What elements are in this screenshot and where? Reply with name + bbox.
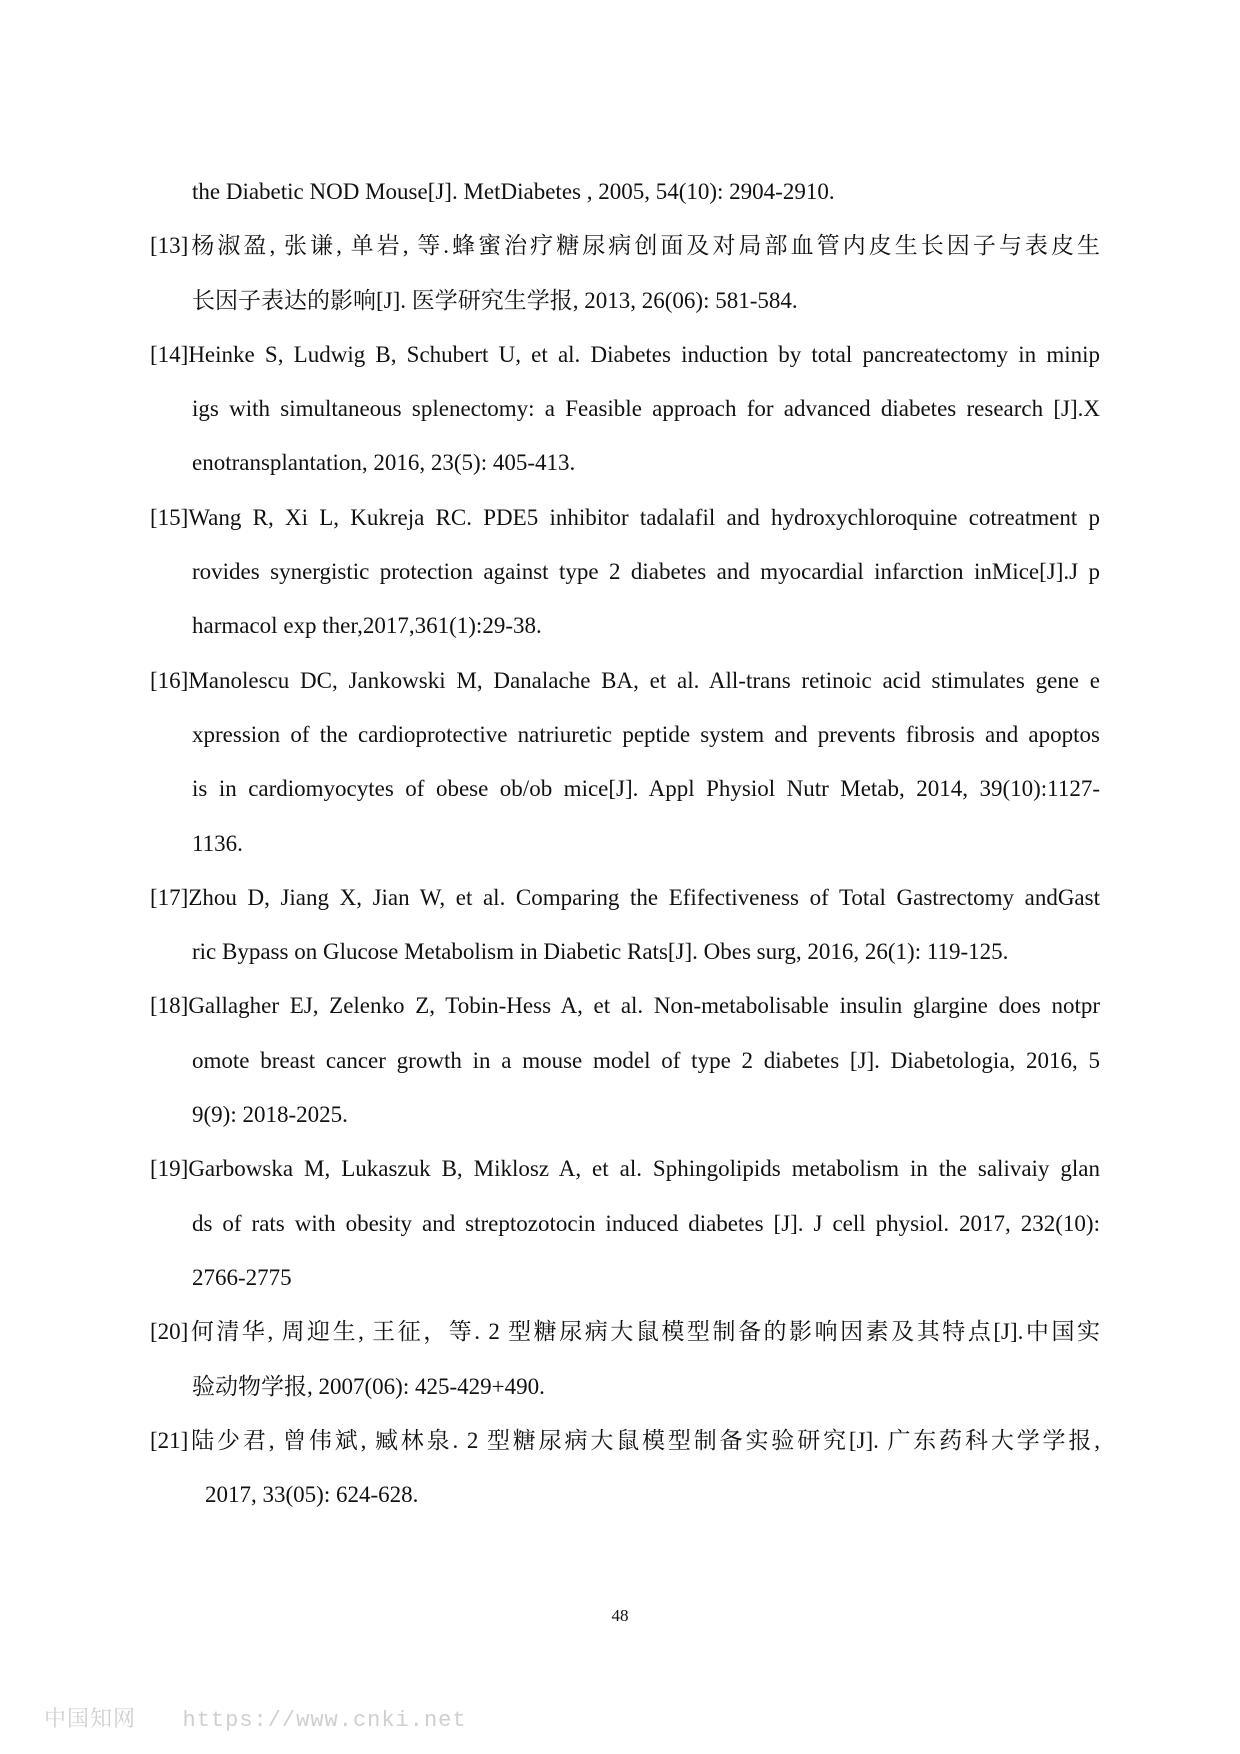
reference-line: rovides synergistic protection against type 2 diabetes and myocardial infarction inMice[J].J p xyxy=(192,559,1100,585)
reference-line: xpression of the cardioprotective natriuretic peptide system and prevents fibrosis and apoptos xyxy=(192,721,1100,747)
reference-line: enotransplantation, 2016, 23(5): 405-413. xyxy=(192,450,576,476)
reference-line: [18]Gallagher EJ, Zelenko Z, Tobin-Hess A, et al. Non-metabolisable insulin glargine does notpr xyxy=(150,993,1100,1019)
reference-line: igs with simultaneous splenectomy: a Feasible approach for advanced diabetes research [J].X xyxy=(192,396,1100,422)
reference-line: 1136. xyxy=(192,830,243,856)
reference-line: [19]Garbowska M, Lukaszuk B, Miklosz A, et al. Sphingolipids metabolism in the salivaiy glan xyxy=(150,1156,1100,1182)
reference-line: harmacol exp ther,2017,361(1):29-38. xyxy=(192,613,542,639)
reference-line: omote breast cancer growth in a mouse model of type 2 diabetes [J]. Diabetologia, 2016, 5 xyxy=(192,1047,1100,1073)
page-number: 48 xyxy=(611,1606,629,1625)
cnki-watermark xyxy=(44,1702,467,1733)
watermark-name: 中国知网 xyxy=(44,1707,137,1732)
reference-line: [15]Wang R, Xi L, Kukreja RC. PDE5 inhibitor tadalafil and hydroxychloroquine cotreatment p xyxy=(150,504,1100,530)
reference-line: 2766-2775 xyxy=(192,1264,292,1290)
reference-line: 9(9): 2018-2025. xyxy=(192,1102,348,1128)
reference-line: ric Bypass on Glucose Metabolism in Diabetic Rats[J]. Obes surg, 2016, 26(1): 119-125. xyxy=(192,939,1009,965)
reference-line: [21]陆少君, 曾伟斌, 臧林泉. 2 型糖尿病大鼠模型制备实验研究[J]. 广东药科大学学报, xyxy=(150,1427,1100,1453)
reference-line: 2017, 33(05): 624-628. xyxy=(205,1482,419,1508)
reference-line: [14]Heinke S, Ludwig B, Schubert U, et al. Diabetes induction by total pancreatectomy in minip xyxy=(150,341,1100,367)
reference-line: the Diabetic NOD Mouse[J]. MetDiabetes , 2005, 54(10): 2904-2910. xyxy=(192,179,835,204)
watermark-url: https://www.cnki.net xyxy=(182,1708,467,1733)
reference-line: 验动物学报, 2007(06): 425-429+490. xyxy=(192,1373,545,1399)
reference-line: [20]何清华, 周迎生, 王征，等. 2 型糖尿病大鼠模型制备的影响因素及其特点[J].中国实 xyxy=(150,1319,1100,1345)
reference-line: 长因子表达的影响[J]. 医学研究生学报, 2013, 26(06): 581-584. xyxy=(192,287,798,313)
reference-line: ds of rats with obesity and streptozotocin induced diabetes [J]. J cell physiol. 2017, 232(10): xyxy=(192,1210,1100,1236)
reference-line: [17]Zhou D, Jiang X, Jian W, et al. Comparing the Efifectiveness of Total Gastrectomy andGast xyxy=(150,884,1100,910)
reference-list xyxy=(150,165,1100,1522)
reference-line: [16]Manolescu DC, Jankowski M, Danalache BA, et al. All-trans retinoic acid stimulates gene e xyxy=(150,667,1100,693)
reference-line: [13]杨淑盈, 张谦, 单岩, 等.蜂蜜治疗糖尿病创面及对局部血管内皮生长因子与表皮生 xyxy=(150,233,1100,259)
reference-line: is in cardiomyocytes of obese ob/ob mice[J]. Appl Physiol Nutr Metab, 2014, 39(10):1127- xyxy=(192,776,1100,802)
